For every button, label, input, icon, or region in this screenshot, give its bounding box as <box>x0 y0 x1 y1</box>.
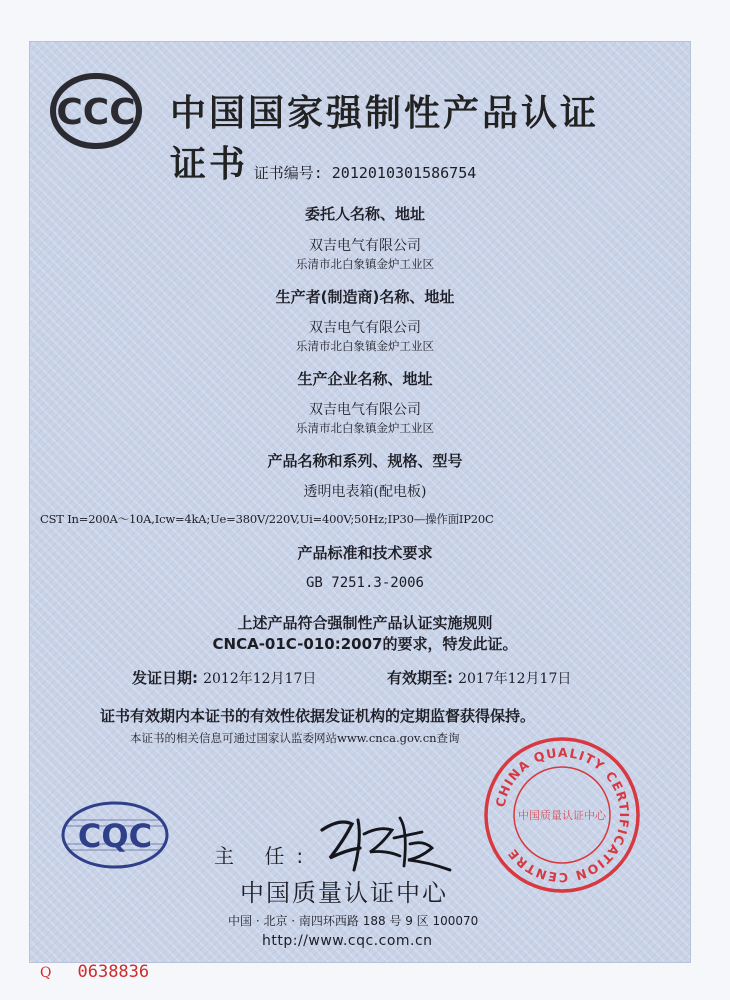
product-heading: 产品名称和系列、规格、型号 <box>267 452 463 470</box>
organization-url: http://www.cqc.com.cn <box>262 933 433 949</box>
issue-date-value: 2012年12月17日 <box>203 671 317 687</box>
conformity-line-2: CNCA-01C-010:2007的要求，特发此证。 <box>212 635 518 653</box>
product-name: 透明电表箱(配电板) <box>303 484 427 500</box>
applicant-heading: 委托人名称、地址 <box>304 205 425 223</box>
standard-heading: 产品标准和技术要求 <box>297 544 433 562</box>
seal-inner-text: 中国质量认证中心 <box>518 809 606 822</box>
product-spec: CST In=200A～10A,Icw=4kA;Ue=380V/220V,Ui=400V;50Hz;IP30—操作面IP20C <box>40 512 494 526</box>
certificate-title: 中国国家强制性产品认证证书 <box>170 93 600 185</box>
conformity-line-1: 上述产品符合强制性产品认证实施规则 <box>237 614 493 632</box>
issue-date-label: 发证日期: <box>132 669 198 687</box>
director-signature <box>300 800 460 880</box>
manufacturer-heading: 生产者(制造商)名称、地址 <box>275 288 455 306</box>
cqc-logo-text: CQC <box>77 817 153 855</box>
seal-ring-text: CHINA QUALITY CERTIFICATION CENTRE <box>492 744 633 886</box>
organization-name: 中国质量认证中心 <box>240 879 448 907</box>
factory-address: 乐清市北白象镇金炉工业区 <box>296 421 434 435</box>
organization-address: 中国 · 北京 · 南四环西路 188 号 9 区 100070 <box>228 914 479 928</box>
manufacturer-company: 双吉电气有限公司 <box>309 320 421 336</box>
factory-heading: 生产企业名称、地址 <box>297 370 433 388</box>
serial-number <box>40 962 149 982</box>
certificate-number-label: 证书编号: <box>253 164 323 182</box>
validity-statement: 证书有效期内本证书的有效性依据发证机构的定期监督获得保持。 <box>100 707 536 725</box>
expiry-date <box>387 667 571 688</box>
certificate-number <box>30 162 700 183</box>
serial-value: 0638836 <box>77 962 150 982</box>
applicant-address: 乐清市北白象镇金炉工业区 <box>296 257 434 271</box>
factory-company: 双吉电气有限公司 <box>309 402 421 418</box>
cqc-logo <box>60 800 170 870</box>
ccc-logo-text: CCC <box>56 92 136 133</box>
issue-date <box>132 667 316 688</box>
website-notice: 本证书的相关信息可通过国家认监委网站www.cnca.gov.cn查询 <box>130 731 460 745</box>
ccc-logo <box>50 72 142 150</box>
expiry-date-label: 有效期至: <box>387 669 453 687</box>
applicant-company: 双吉电气有限公司 <box>309 238 421 254</box>
director-label: 主 任: <box>214 844 316 868</box>
standard-value: GB 7251.3-2006 <box>305 575 424 591</box>
expiry-date-value: 2017年12月17日 <box>458 671 572 687</box>
certificate-number-value: 2012010301586754 <box>331 164 477 182</box>
manufacturer-address: 乐清市北白象镇金炉工业区 <box>296 339 434 353</box>
official-seal <box>482 735 642 895</box>
serial-prefix: Q <box>40 965 52 981</box>
